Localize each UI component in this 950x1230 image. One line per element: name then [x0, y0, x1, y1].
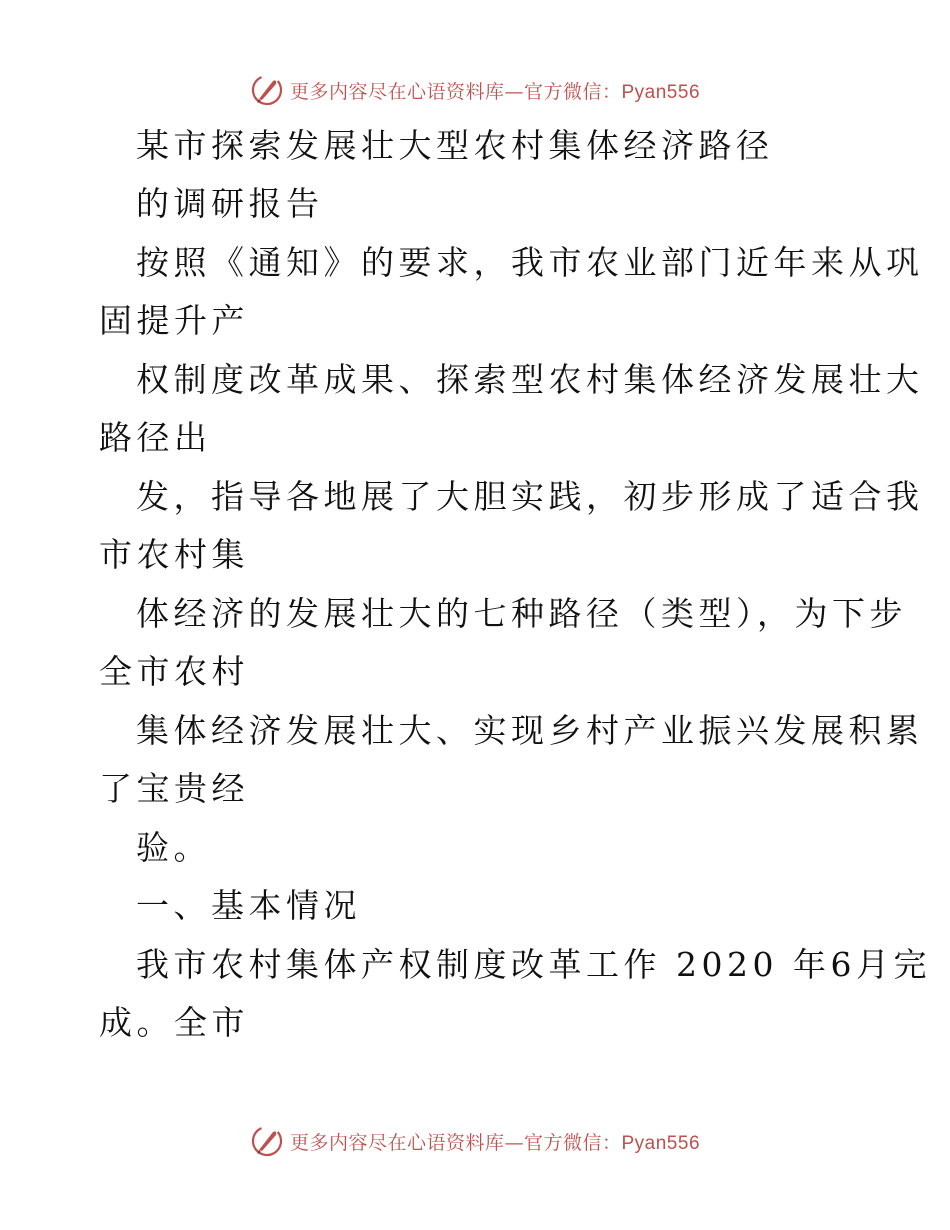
paragraph-line: 了宝贵经	[99, 769, 249, 808]
watermark-dash: —	[504, 1131, 524, 1154]
quill-pen-logo-icon	[250, 73, 284, 107]
document-title-line-2: 的调研报告	[136, 184, 324, 223]
footer-watermark	[0, 1123, 950, 1159]
paragraph-line: 全市农村	[99, 652, 249, 691]
paragraph-line: 我市农村集体产权制度改革工作 2020 年6月完	[136, 945, 931, 984]
paragraph-line: 体经济的发展壮大的七种路径（类型），为下步	[136, 594, 907, 633]
watermark-contact: 官方微信：Pyan556	[524, 1132, 701, 1154]
paragraph-line: 市农村集	[99, 535, 249, 574]
paragraph-line: 集体经济发展壮大、实现乡村产业振兴发展积累	[136, 711, 924, 750]
section-heading: 一、基本情况	[136, 886, 361, 925]
quill-pen-logo-icon	[250, 1124, 284, 1158]
watermark-brand: 更多内容尽在心语资料库	[289, 1131, 505, 1154]
paragraph-line: 成。全市	[99, 1003, 249, 1042]
document-title-line-1: 某市探索发展壮大型农村集体经济路径	[136, 126, 774, 165]
paragraph-line: 按照《通知》的要求，我市农业部门近年来从巩	[136, 243, 924, 282]
watermark-text	[290, 77, 700, 104]
watermark-text	[290, 1128, 700, 1155]
paragraph-line: 验。	[136, 828, 211, 867]
paragraph-line: 权制度改革成果、探索型农村集体经济发展壮大	[136, 360, 924, 399]
watermark-contact: 官方微信：Pyan556	[524, 81, 701, 103]
paragraph-line: 路径出	[99, 418, 212, 457]
paragraph-line: 发，指导各地展了大胆实践，初步形成了适合我	[136, 477, 924, 516]
watermark-brand: 更多内容尽在心语资料库	[289, 80, 505, 103]
watermark-dash: —	[504, 80, 524, 103]
header-watermark	[0, 72, 950, 108]
paragraph-line: 固提升产	[99, 301, 249, 340]
